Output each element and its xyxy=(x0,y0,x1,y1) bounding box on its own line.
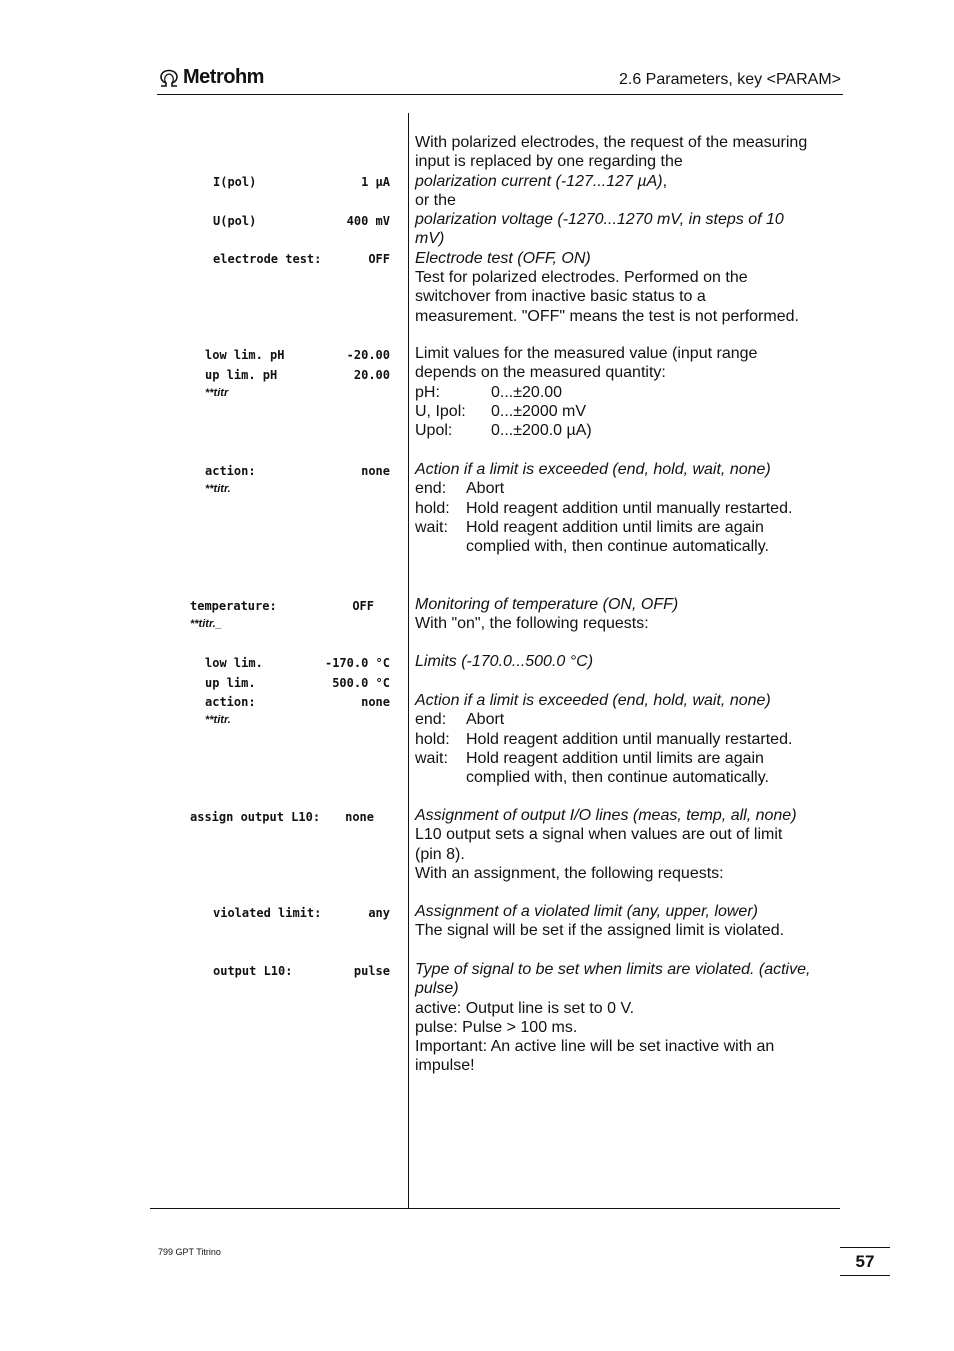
footer-rule xyxy=(150,1208,840,1209)
row-value: Hold reagent addition until limits are again xyxy=(466,518,764,536)
text-line: L10 output sets a signal when values are out of limit xyxy=(415,826,783,844)
text-row xyxy=(415,768,845,787)
text-row xyxy=(415,730,845,749)
param-action2-label: action: xyxy=(205,695,256,709)
text-row xyxy=(415,710,845,729)
titr-note: **titr._ xyxy=(190,618,222,630)
text-line: With "on", the following requests: xyxy=(415,615,649,633)
section-title: 2.6 Parameters, key <PARAM> xyxy=(618,71,841,88)
param-uplim-value: 500.0 °C xyxy=(332,676,390,690)
text-row xyxy=(415,537,845,556)
param-output-value: pulse xyxy=(353,964,390,978)
desc-violated-limit xyxy=(415,902,845,941)
product-name: 799 GPT Titrino xyxy=(158,1247,221,1257)
text-line: Limits (-170.0...500.0 °C) xyxy=(415,653,594,670)
row-value: 0...±2000 mV xyxy=(491,402,587,420)
titr-note: **titr xyxy=(205,387,229,399)
param-lowlim-label: low lim. xyxy=(205,656,263,670)
desc-temperature xyxy=(415,595,845,634)
param-etest-label: electrode test: xyxy=(213,252,322,266)
row-key: hold: xyxy=(415,499,450,517)
text-line: impulse! xyxy=(415,1057,475,1075)
text-row xyxy=(415,479,845,498)
text-line: Electrode test (OFF, ON) xyxy=(415,249,591,267)
logo-text: Metrohm xyxy=(183,66,264,88)
param-lowph-value: -20.00 xyxy=(346,348,390,362)
text-line: pulse) xyxy=(415,980,459,998)
text-row xyxy=(415,383,845,402)
titr-note: **titr. xyxy=(205,714,231,726)
param-temp-value: OFF xyxy=(352,599,374,613)
desc-temp-limits xyxy=(415,652,845,671)
text-line: measurement. "OFF" means the test is not performed. xyxy=(415,307,799,325)
text-line: or the xyxy=(415,191,456,209)
desc-action1 xyxy=(415,460,845,556)
param-upph-label: up lim. pH xyxy=(205,368,278,382)
row-value: complied with, then continue automatically. xyxy=(466,538,769,556)
text-row xyxy=(415,518,845,537)
text-line: Monitoring of temperature (ON, OFF) xyxy=(415,596,679,613)
param-violated-label: violated limit: xyxy=(213,906,322,920)
param-assign-label: assign output L10: xyxy=(190,810,321,824)
row-key: wait: xyxy=(415,518,448,536)
param-action1-label: action: xyxy=(205,464,256,478)
text-row xyxy=(415,421,845,440)
text-line: active: Output line is set to 0 V. xyxy=(415,999,635,1017)
text-line: polarization voltage (-1270...1270 mV, in steps of 10 xyxy=(415,211,784,229)
param-upol-value: 400 mV xyxy=(346,214,390,228)
omega-icon xyxy=(158,69,180,87)
text-row xyxy=(415,402,845,421)
row-key: U, Ipol: xyxy=(415,402,466,420)
column-divider xyxy=(408,113,409,1209)
row-value: Abort xyxy=(466,480,505,498)
text-line: Limit values for the measured value (input range xyxy=(415,345,758,362)
param-lowlim-value: -170.0 °C xyxy=(324,656,390,670)
text-line: With polarized electrodes, the request of the measuring xyxy=(415,134,808,151)
param-assign-value: none xyxy=(345,810,374,824)
row-value: Hold reagent addition until manually restarted. xyxy=(466,499,793,517)
row-key: pH: xyxy=(415,383,440,401)
titr-note: **titr. xyxy=(205,483,231,495)
param-temp-label: temperature: xyxy=(190,599,277,613)
param-ipol-label: I(pol) xyxy=(213,175,257,189)
text-row xyxy=(415,499,845,518)
row-value: Hold reagent addition until limits are again xyxy=(466,749,764,767)
param-violated-value: any xyxy=(368,906,390,920)
text-line: The signal will be set if the assigned limit is violated. xyxy=(415,922,785,940)
row-indent xyxy=(415,768,466,787)
text-line: Type of signal to be set when limits are violated. (active, xyxy=(415,961,811,978)
param-etest-value: OFF xyxy=(368,252,390,266)
desc-output-l10 xyxy=(415,960,845,1076)
param-upol-label: U(pol) xyxy=(213,214,257,228)
text-line: pulse: Pulse > 100 ms. xyxy=(415,1018,578,1036)
param-action2-value: none xyxy=(361,695,390,709)
desc-action2 xyxy=(415,691,845,787)
param-output-label: output L10: xyxy=(213,964,293,978)
row-value: Hold reagent addition until manually restarted. xyxy=(466,730,793,748)
text-line: mV) xyxy=(415,230,445,248)
text-line: Test for polarized electrodes. Performed on the xyxy=(415,269,748,287)
text-line: Assignment of output I/O lines (meas, temp, all, none) xyxy=(415,807,797,824)
row-value: Abort xyxy=(466,711,505,729)
desc-assignment xyxy=(415,806,845,883)
text-line: depends on the measured quantity: xyxy=(415,364,666,382)
text-line: Action if a limit is exceeded (end, hold, wait, none) xyxy=(415,461,771,478)
text-line: Action if a limit is exceeded (end, hold, wait, none) xyxy=(415,692,771,709)
metrohm-logo xyxy=(158,66,264,89)
text-line: Important: An active line will be set inactive with an xyxy=(415,1038,775,1056)
row-key: end: xyxy=(415,480,447,498)
row-value: 0...±20.00 xyxy=(491,383,563,401)
page-number: 57 xyxy=(840,1247,890,1276)
text-line: input is replaced by one regarding the xyxy=(415,153,683,171)
param-ipol-value: 1 µA xyxy=(361,175,390,189)
row-key: Upol: xyxy=(415,422,453,440)
desc-limits xyxy=(415,344,845,440)
param-uplim-label: up lim. xyxy=(205,676,256,690)
text-line: Assignment of a violated limit (any, upper, lower) xyxy=(415,903,758,920)
header-rule xyxy=(157,94,843,95)
row-key: end: xyxy=(415,711,447,729)
row-indent xyxy=(415,537,466,556)
text-line xyxy=(415,172,845,191)
desc-polarization xyxy=(415,133,845,326)
text-comma: , xyxy=(662,172,668,190)
text-line: (pin 8). xyxy=(415,845,465,863)
param-action1-value: none xyxy=(361,464,390,478)
text-row xyxy=(415,749,845,768)
param-upph-value: 20.00 xyxy=(353,368,390,382)
param-lowph-label: low lim. pH xyxy=(205,348,285,362)
row-key: wait: xyxy=(415,749,448,767)
text-line: switchover from inactive basic status to a xyxy=(415,288,706,306)
row-value: complied with, then continue automatically. xyxy=(466,769,769,787)
row-value: 0...±200.0 µA) xyxy=(491,422,592,440)
text-line: With an assignment, the following requests: xyxy=(415,864,724,882)
text-italic: polarization current (-127...127 µA) xyxy=(415,172,663,190)
row-key: hold: xyxy=(415,730,450,748)
